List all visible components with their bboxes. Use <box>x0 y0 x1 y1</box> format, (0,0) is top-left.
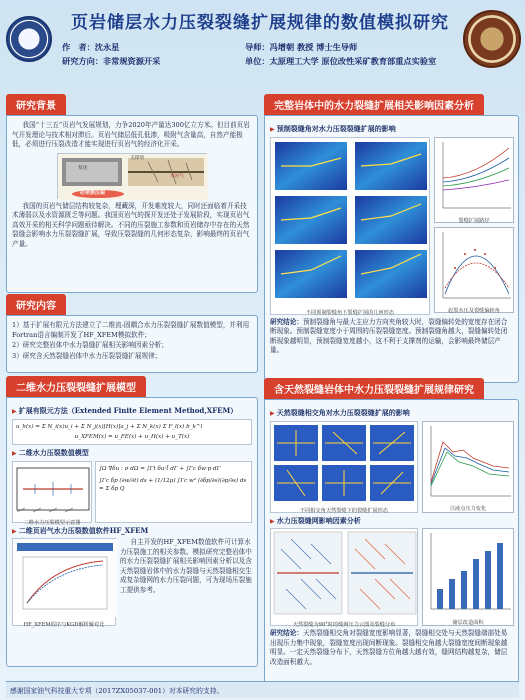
direction-line <box>62 56 160 67</box>
intact-figures <box>270 137 513 315</box>
section-model <box>6 376 258 667</box>
research-item-1: 1）基于扩展有限元方法建立了二维流-固耦合水力压裂裂缝扩展数值模型，并利用Fortran语言编制开发了HF_XFEM模拟软件； <box>12 321 250 339</box>
propagation-path-caption: 裂缝扩展路径 <box>458 218 490 225</box>
network-figures <box>270 528 513 626</box>
numerical-model-subheading: ▶ 二维水力压裂数值模型 <box>12 448 252 459</box>
section-heading-intact-rock: 完整岩体中的水力裂缝扩展相关影响因素分析 <box>264 94 484 115</box>
software-subheading: ▶ 二维页岩气水力压裂数值软件HF_XFEM <box>12 526 252 537</box>
network-pressure-caption: 天然裂缝为90°时的缝网压力云图及裂缝分布 <box>292 621 396 628</box>
section-heading-model: 二维水力压裂裂缝扩展模型 <box>6 376 146 397</box>
research-item-2: 2）研究完整岩体中水力裂缝扩展相关影响因素分析； <box>12 341 168 350</box>
section-background <box>6 94 258 293</box>
coupled-equations-box <box>95 461 252 523</box>
direction-label: 研究方向： <box>62 56 103 66</box>
network-pressure-figure <box>270 528 418 626</box>
natural-conclusion-text: 天然裂缝相交角对裂缝宽度影响显著，裂缝相交处与天然裂缝端部处易出现压力集中现象，裂缝宽度出现间断现象。裂缝相交角越大裂缝宽度间断现象越明显。一定天然裂缝分布下，天然裂缝方位角越大越有效，缝网结构越复杂，储层改造面积越大。 <box>270 629 508 667</box>
background-panel <box>6 115 258 293</box>
author-line <box>62 42 119 53</box>
model-schematic-caption: 二维水力压裂模型示意图 <box>23 520 81 527</box>
software-comparison-figure <box>12 538 116 626</box>
injection-pressure-plot <box>422 421 514 513</box>
fig-label-pumping: 泵送 <box>78 165 88 171</box>
author-name: 沈永星 <box>94 42 120 52</box>
xfem-formula-1: u_h(x) = Σ N_i(x)u_i + Σ N_j(x)[H(x)]a_j + Σ N_k(x) Σ F_l(x) b_k^l <box>16 423 203 430</box>
stimulated-area-plot <box>422 528 514 626</box>
natural-conclusion-label: 研究结论： <box>270 629 303 638</box>
poster-header <box>0 0 525 92</box>
intersection-geometry-caption: 不同相交角天然裂缝下的裂缝扩展形态 <box>299 508 389 515</box>
fig-label-proppant: 支撑剂 <box>130 155 144 161</box>
unit-value: 太原理工大学 原位改性采矿教育部重点实验室 <box>269 56 437 66</box>
intact-conclusion-text: 预制裂缝角与最大主应力方向夹角较大时，裂缝偏转处的宽度存在闭合断现象。预制裂缝宽度小于周围的压裂裂缝宽度。预制裂缝角越大，裂缝偏转处闭断现象越明显，预制裂缝宽度越小，这不利于支撑剂的运输，会影响最终储层产量。 <box>270 317 508 355</box>
software-row <box>12 538 252 626</box>
background-paragraph-2: 我国的页岩气储层结构较复杂，埋藏深，开发难度较大，同时还面临着开采技术薄弱以及水资源匮乏等问题。我国页岩气的探开发还处于发展阶段，实现页岩气高效开采的相关科学问题亟待解决。不同的压裂施工参数和页岩储存中存在的天然裂缝会影响水力压裂裂缝扩展，导致压裂裂缝的几何形态复杂，影响最终的页岩气产量。 <box>12 201 250 248</box>
natural-fracture-panel <box>264 399 519 687</box>
crack-geometry-grid <box>270 137 430 315</box>
supervisor-line <box>245 42 357 53</box>
section-heading-natural-fracture: 含天然裂缝岩体中水力压裂裂缝扩展规律研究 <box>264 378 484 399</box>
supervisor-label: 导师： <box>245 42 270 52</box>
intersection-geometry-figure <box>270 421 418 513</box>
software-description: 自主开发的HF_XFEM数值软件可计算水力压裂施工的相关参数。模拟研究完整岩体中的水力压裂裂缝扩展相关影响因素分析以及含天然裂缝岩体中的水力裂缝与天然裂缝相交生成复杂缝网的水力压裂问题，可为现场压裂施工提供参考。 <box>120 538 252 595</box>
university-logo-left <box>6 16 52 62</box>
supervisor-name: 冯增朝 教授 博士生导师 <box>269 42 358 52</box>
crack-geometry-caption: 不同预制裂缝角下裂缝扩展的几何形态 <box>305 310 395 317</box>
intersection-figures <box>270 421 513 513</box>
section-heading-background: 研究背景 <box>6 94 66 115</box>
equilibrium-equation: ∫Ω ∇δu : σ dΩ = ∫Γt δu·t̄ dΓ + ∫Γc δw·p dΓ <box>99 465 221 472</box>
initiation-pressure-plot <box>434 227 514 313</box>
intact-conclusion-label: 研究结论： <box>270 317 303 326</box>
network-factors-subheading: ▶ 水力压裂缝网影响因素分析 <box>270 516 513 527</box>
initiation-pressure-caption: 起裂水压及裂缝偏转角 <box>448 308 500 315</box>
background-paragraph-1: 我国“十三五”页岩气发展规划，力争2020年产量达300亿立方米。但目前页岩气开发理论与技术相对滞后。页岩气储层低孔低渗，吸附气含量高，自然产能极低，必须进行压裂改造才能实现进行页岩气的经济化开采。 <box>12 121 250 149</box>
intact-conclusion <box>270 318 513 356</box>
propagation-path-plot <box>434 137 514 223</box>
injection-pressure-caption: 注液点压力变化 <box>449 506 487 513</box>
direction-value: 非常规资源开采 <box>102 56 161 66</box>
hydraulic-model-schematic <box>12 461 92 527</box>
preset-angle-subheading: ▶ 预制裂缝角对水力压裂裂缝扩展的影响 <box>270 124 513 135</box>
natural-conclusion <box>270 629 513 667</box>
research-content-panel <box>6 315 258 373</box>
fracturing-illustration <box>57 153 207 199</box>
model-panel <box>6 397 258 667</box>
section-intact-rock <box>264 94 519 383</box>
section-research-content <box>6 294 258 373</box>
intersection-angle-subheading: ▶ 天然裂缝相交角对水力压裂裂缝扩展的影响 <box>270 408 513 419</box>
section-heading-research-content: 研究内容 <box>6 294 66 315</box>
numerical-model-row <box>12 461 252 527</box>
unit-line <box>245 56 436 67</box>
author-label: 作 者： <box>62 42 95 52</box>
acknowledgement: 感谢国家油气科技重大专项（2017ZX05037-001）对本研究的支持。 <box>6 681 519 698</box>
software-figure-caption: HF_XFEM程序与KGD解析解对比 <box>23 621 105 628</box>
unit-label: 单位： <box>245 56 270 66</box>
intact-rock-panel <box>264 115 519 383</box>
fig-label-must-fracture: 必须要压裂 <box>80 189 106 196</box>
research-item-3: 3）研究含天然裂缝岩体中水力压裂裂缝扩展规律； <box>12 351 162 360</box>
lab-logo-right <box>463 10 521 68</box>
xfem-subheading: ▶ 扩展有限元方法（Extended Finite Element Method,XFEM） <box>12 406 252 417</box>
flow-equation: ∫Γc δp (∂w/∂t) ds + (1/12μ) ∫Γc w³ (∂δp/∂s)(∂p/∂s) ds = Σ δp Q <box>99 477 247 492</box>
stimulated-area-caption: 储层改造面积 <box>452 619 484 626</box>
xfem-formula-box <box>12 419 252 445</box>
xfem-formula-2: u_XFEM(x) = u_FE(x) + u_H(x) + u_T(x) <box>74 433 190 440</box>
section-natural-fracture <box>264 378 519 687</box>
fig-label-shale-gas: 页岩气 <box>170 173 184 179</box>
poster-body <box>6 92 519 698</box>
poster-title: 页岩储层水力压裂裂缝扩展规律的数值模拟研究 <box>71 13 449 33</box>
